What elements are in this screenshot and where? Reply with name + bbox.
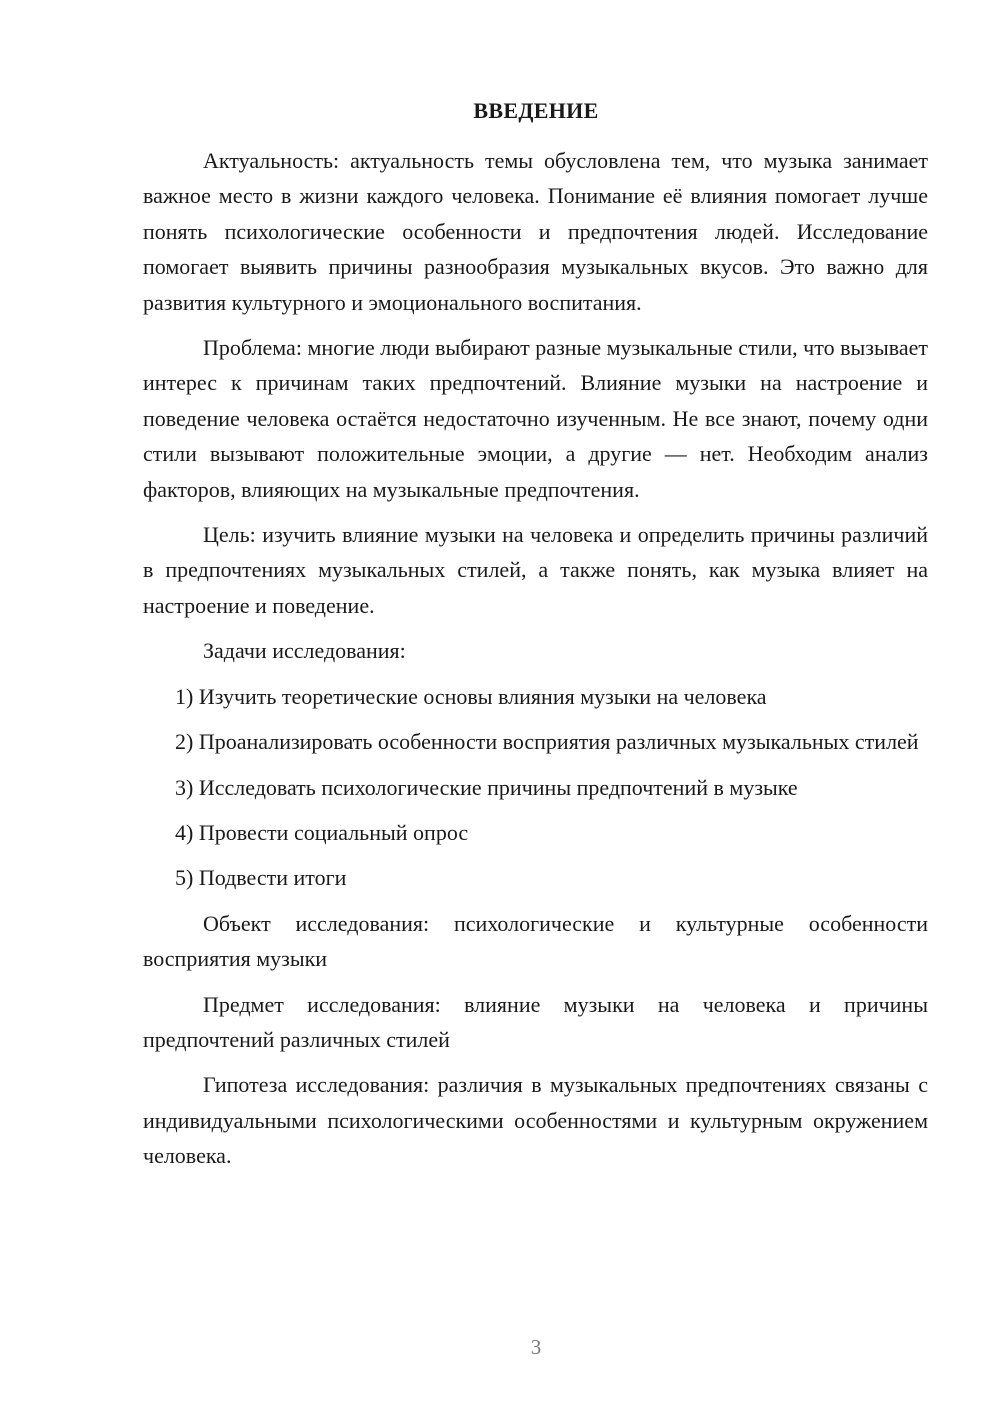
paragraph-hypothesis: Гипотеза исследования: различия в музыкальных предпочтениях связаны с индивидуальными психологическими особенностями и культурным окружением человека. xyxy=(143,1072,928,1169)
task-item-5: 5) Подвести итоги xyxy=(175,865,347,891)
paragraph-object: Объект исследования: психологические и культурные особенности восприятия музыки xyxy=(143,910,928,972)
page-title: ВВЕДЕНИЕ xyxy=(473,98,599,123)
tasks-heading: Задачи исследования: xyxy=(203,638,406,664)
task-item-2: 2) Проанализировать особенности восприятия различных музыкальных стилей xyxy=(175,729,919,755)
paragraph-goal: Цель: изучить влияние музыки на человека и определить причины различий в предпочтениях музыкальных стилей, а также понять, как музыка влияет на настроение и поведение. xyxy=(143,522,928,618)
paragraph-problem: Проблема: многие люди выбирают разные музыкальные стили, что вызывает интерес к причинам таких предпочтений. Влияние музыки на настроение и поведение человека остаётся недостаточно изученным. Не все знают, почему одни стили вызывают положительные эмоции, а другие — нет. Необходим анализ факторов, влияющих на музыкальные предпочтения. xyxy=(143,335,928,502)
task-item-3: 3) Исследовать психологические причины предпочтений в музыке xyxy=(175,774,798,800)
page-number: 3 xyxy=(530,1335,542,1359)
page-content xyxy=(143,143,928,1174)
task-item-4: 4) Провести социальный опрос xyxy=(175,819,469,845)
paragraph-subject: Предмет исследования: влияние музыки на человека и причины предпочтений различных стилей xyxy=(143,991,928,1052)
task-item-1: 1) Изучить теоретические основы влияния музыки на человека xyxy=(175,683,767,709)
paragraph-relevance: Актуальность: актуальность темы обусловлена тем, что музыка занимает важное место в жизни каждого человека. Понимание её влияния помогает лучше понять психологические особенности и предпочтения людей. Исследование помогает выявить причины разнообразия музыкальных вкусов. Это важно для развития культурного и эмоционального воспитания. xyxy=(143,148,928,315)
